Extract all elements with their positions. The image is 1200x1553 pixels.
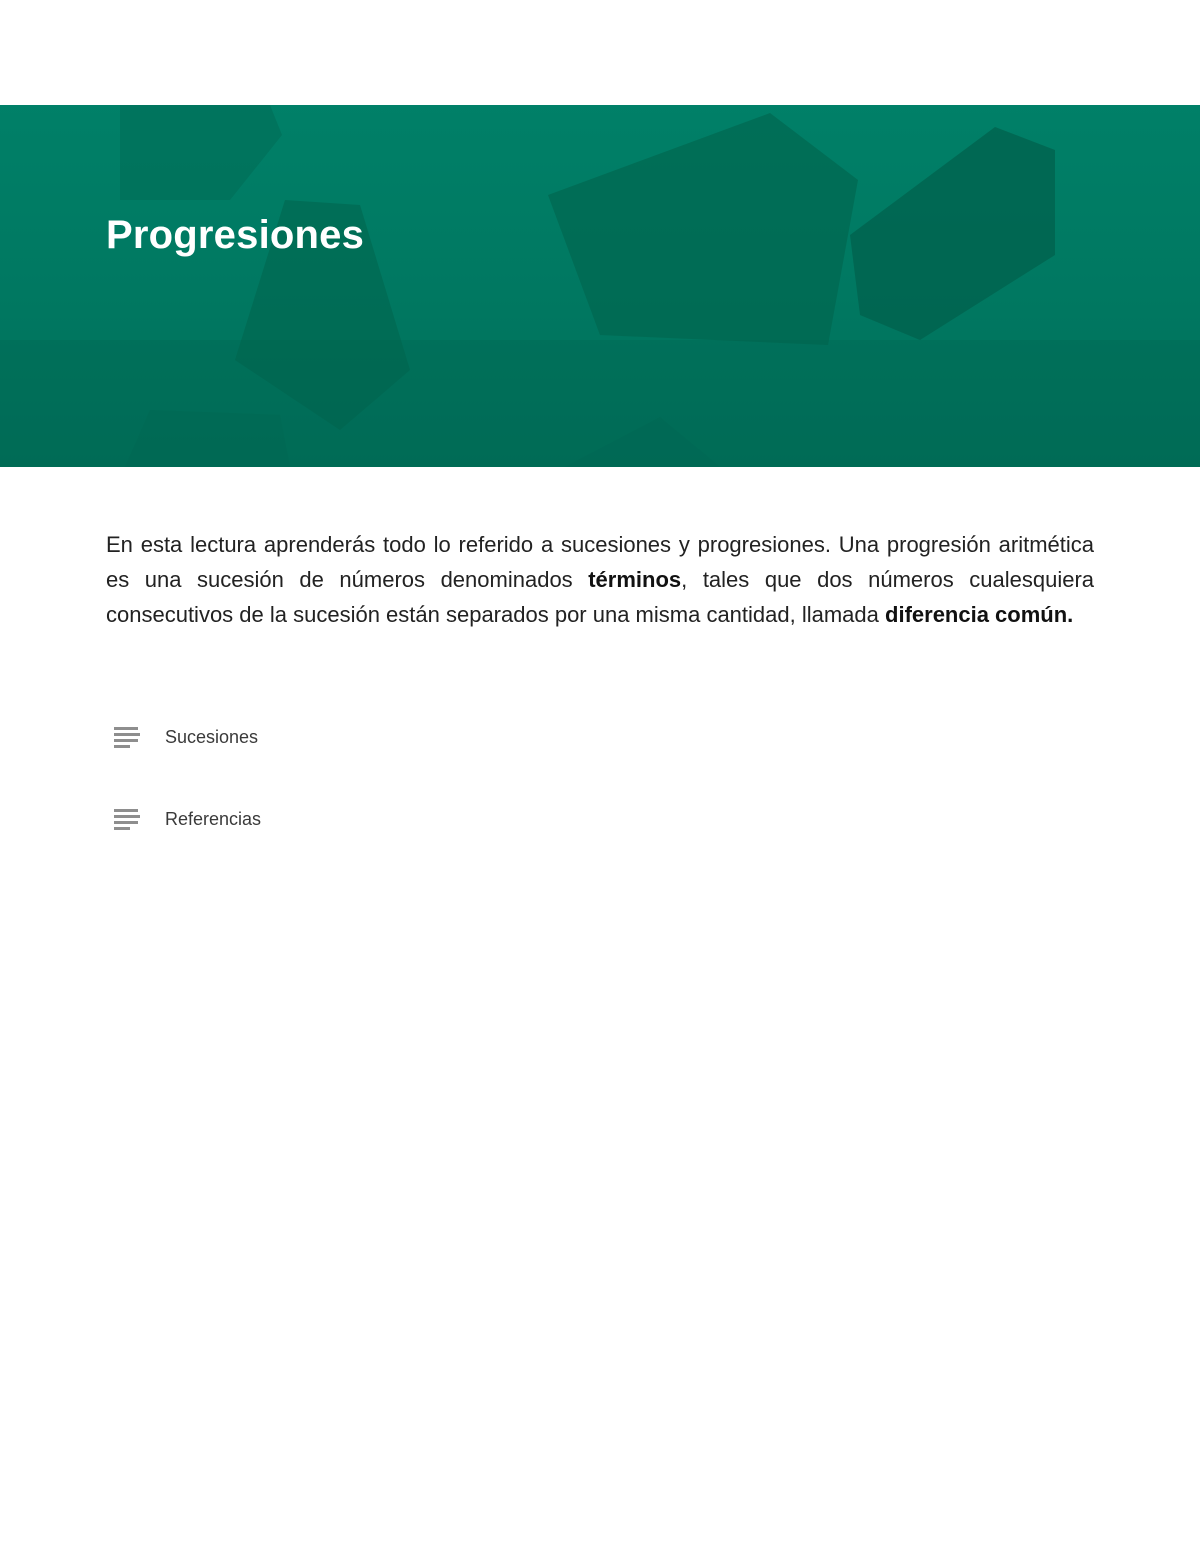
toc-item-sucesiones[interactable]: [114, 720, 514, 754]
toc-item-label: Sucesiones: [165, 726, 259, 747]
intro-paragraph: [106, 527, 1094, 632]
toc-item-referencias[interactable]: [114, 802, 514, 836]
intro-text-part-2: , tales que dos números cualesquiera consecutivos de la sucesión están separados por una misma cantidad, llamada: [106, 567, 1095, 627]
text-lines-icon: [114, 726, 140, 748]
text-lines-icon: [114, 808, 140, 830]
table-of-contents: [114, 720, 514, 884]
intro-text-part-1: En esta lectura aprenderás todo lo referido a sucesiones y progresiones. Una progresión aritmética es una sucesión de números denominados: [106, 532, 1094, 592]
toc-item-label: Referencias: [165, 808, 262, 829]
intro-term-diferencia-comun: diferencia común.: [885, 602, 1074, 627]
hero-banner: [0, 105, 1200, 467]
hero-background-image: [0, 105, 1200, 467]
intro-term-terminos: términos: [588, 567, 682, 592]
page-title: Progresiones: [106, 213, 365, 257]
